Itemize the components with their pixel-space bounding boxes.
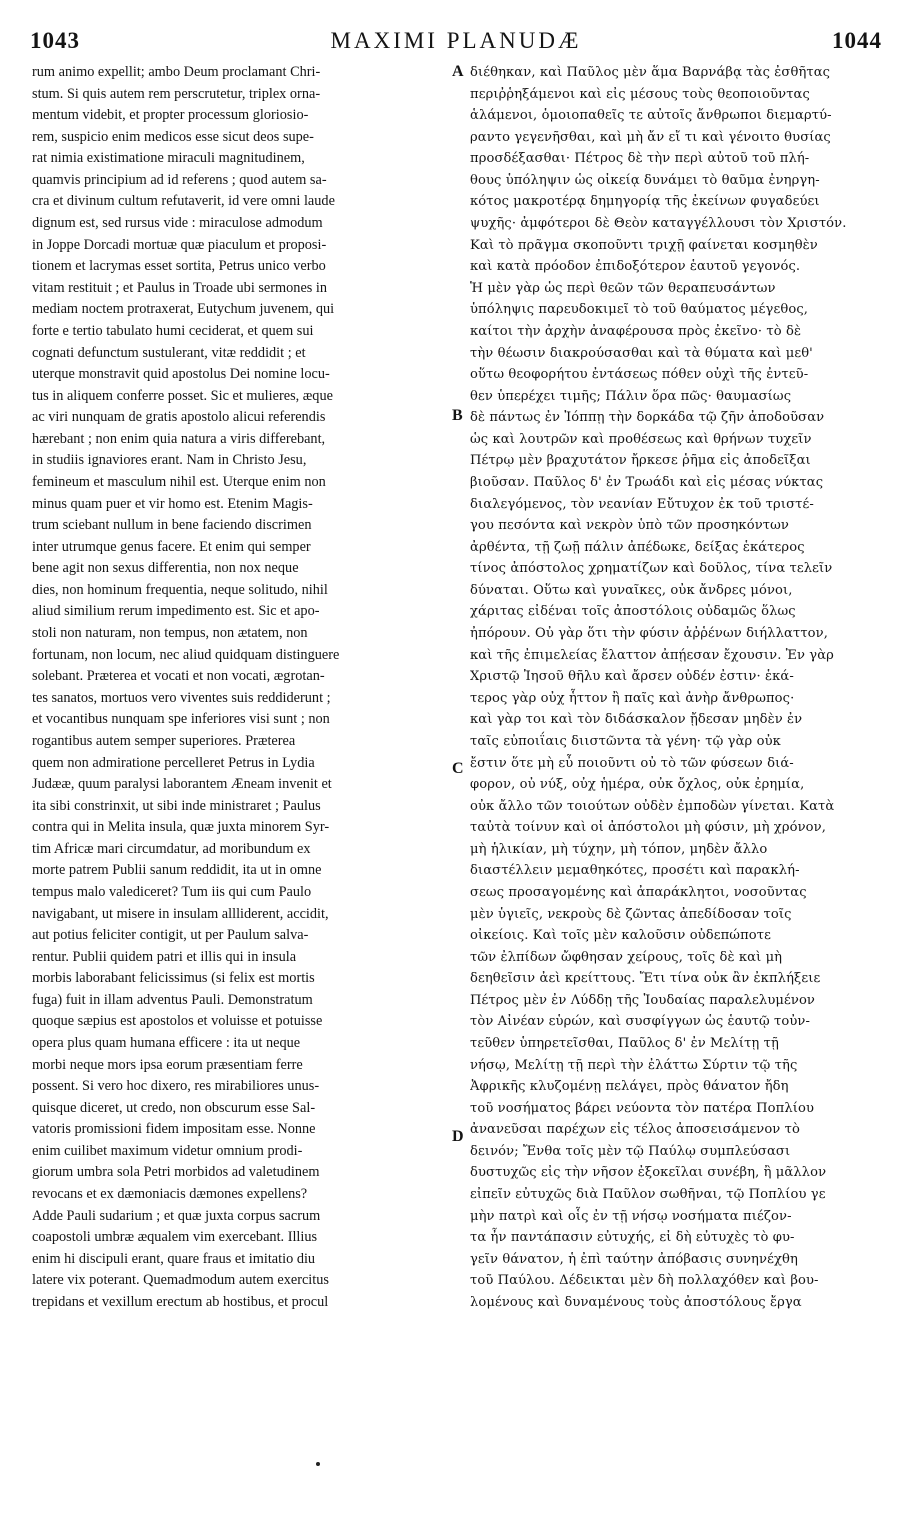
latin-text-line: latere vix poterant. Quemadmodum autem exercitus xyxy=(32,1272,329,1289)
latin-column xyxy=(32,62,448,1314)
greek-text-line: σεως προσαγομένης καὶ ἀπαράκλητοι, νοσοῦντας xyxy=(470,884,807,900)
latin-text-line: contra qui in Melita insula, quæ juxta minorem Syr- xyxy=(32,819,330,836)
latin-text-line: bene agit non sexus differentia, non nox neque xyxy=(32,560,299,577)
greek-text-line: δὲ πάντως ἐν Ἰόππῃ τὴν δορκάδα τῷ ζῆν ἀποδοῦσαν xyxy=(470,410,825,426)
latin-text-line: aliud similium rerum impedimento est. Sic et apo- xyxy=(32,603,320,620)
latin-text-line: revocans et ex dæmoniacis dæmones expellens? xyxy=(32,1186,308,1203)
latin-text-line: vatoris promissioni fidem impositam esse. Nonne xyxy=(32,1121,316,1138)
latin-text-line: trum sciebant nullum in bene faciendo discrimen xyxy=(32,517,312,534)
latin-text-line: tempus malo valediceret? Tum iis qui cum Paulo xyxy=(32,883,312,900)
greek-text-line: Χριστῷ Ἰησοῦ θῆλυ καὶ ἄρσεν οὐδέν ἐστιν· ἑκά- xyxy=(470,669,794,685)
latin-text-line: rum animo expellit; ambo Deum proclamant Chri- xyxy=(32,64,321,80)
running-header xyxy=(30,28,882,58)
greek-text-line: ἁλάμενοι, ὁμοιοπαθεῖς τε αὐτοῖς ἄνθρωποι διεμαρτύ- xyxy=(470,108,832,124)
greek-text-line: οὐκ ἄλλο τῶν τοιούτων οὐδὲν ἐμποδὼν γίνεται. Κατὰ xyxy=(470,798,835,814)
greek-text-line: ἀρθέντα, τῇ ζωῇ πάλιν ἀπέδωκε, δείξας ἑκάτερος xyxy=(470,539,805,555)
greek-text-line: τὸν Αἰνέαν εὑρών, καὶ συσφίγγων ὡς ἑαυτῷ τοὐν- xyxy=(470,1014,811,1030)
greek-text-line: ὑπόληψις παρευδοκιμεῖ τὸ τοῦ θαύματος μέγεθος, xyxy=(470,302,809,318)
latin-text-line: dies, non hominum frequentia, neque solitudo, nihil xyxy=(32,581,328,598)
greek-text-line: προσδέξασθαι· Πέτρος δὲ τὴν περὶ αὐτοῦ τοῦ πλή- xyxy=(470,151,810,167)
latin-text-line: quem non admiratione percelleret Petrus in Lydia xyxy=(32,754,315,771)
latin-text-line: rem, suspicio enim medicos esse sicut deos supe- xyxy=(32,128,314,145)
latin-text-line: hærebant ; non enim quia natura a viris differebant, xyxy=(32,430,326,447)
latin-text-line: morte patrem Publii sanum reddidit, ita ut in omne xyxy=(32,862,322,879)
greek-text-line: μὴν πατρὶ καὶ οἷς ἐν τῇ νήσῳ νοσήματα πιέζον- xyxy=(470,1208,792,1224)
greek-text-line: τεῦθεν ὑπηρετεῖσθαι, Παῦλος δ' ἐν Μελίτῃ τῇ xyxy=(470,1036,779,1052)
greek-text-line: ἀνανεῦσαι παρέχων εἰς τέλος ἀποσεισάμενον τὸ xyxy=(470,1122,800,1138)
greek-text-line: τῶν ἐλπίδων ὤφθησαν χείρους, τοῖς δὲ καὶ μὴ xyxy=(470,949,783,965)
running-title: MAXIMI PLANUDÆ xyxy=(330,28,582,53)
latin-text-line: trepidans et vexillum erectum ab hostibus, et procul xyxy=(32,1293,329,1310)
greek-text-line: τερος γὰρ οὐχ ἧττον ἢ παῖς καὶ ἀνὴρ ἄνθρωπος· xyxy=(470,690,795,706)
greek-text-line: ραντο γεγενῆσθαι, καὶ μὴ ἄν εἴ τι καὶ γένοιτο θυσίας xyxy=(470,129,831,145)
latin-text-line: forte e tertio tabulato humi ceciderat, et quem sui xyxy=(32,322,314,339)
greek-text-line: ἠπόρουν. Οὐ γὰρ ὅτι τὴν φύσιν ἀῤῥένων διήλλαττον, xyxy=(470,626,828,642)
latin-text-line: quisque diceret, ut credo, non obscurum esse Sal- xyxy=(32,1099,316,1116)
greek-text-line: λομένους καὶ δυναμένους τοὺς ἀποστόλους ἔργα xyxy=(470,1294,802,1310)
latin-text-line: tionem et lacrymas esset sortita, Petrus unico verbo xyxy=(32,258,326,275)
greek-text-line: δυστυχῶς εἰς τὴν νῆσον ἐξοκεῖλαι συνέβη, ἢ μᾶλλον xyxy=(470,1165,827,1181)
latin-text-line: femineum et masculum nihil est. Uterque enim non xyxy=(32,473,326,490)
latin-text-line: ita sibi constrinxit, ut sibi inde ministraret ; Paulus xyxy=(32,797,321,814)
latin-text-line: Adde Pauli sudarium ; et quæ juxta corpus sacrum xyxy=(32,1207,321,1224)
page-number-right: 1044 xyxy=(832,28,882,53)
latin-text-line: rat nimia existimatione miraculi magnitudinem, xyxy=(32,150,305,167)
latin-text-line: in Joppe Dorcadi mortuæ quæ piaculum et proposi- xyxy=(32,236,327,253)
greek-text-line: ὡς καὶ λουτρῶν καὶ προθέσεως καὶ θρήνων τυχεῖν xyxy=(470,431,812,447)
page-number-left: 1043 xyxy=(30,28,80,53)
greek-text-line: δύναται. Οὕτω καὶ γυναῖκες, οὐκ ἄνδρες μόνοι, xyxy=(470,582,793,598)
greek-text-line: ἔστιν ὅτε μὴ εὖ ποιοῦντι οὐ τὸ τῶν φύσεων διά- xyxy=(470,755,794,771)
latin-text-line: coapostoli umbræ æqualem vim exercebant. Illius xyxy=(32,1229,318,1246)
latin-text-line: tes sanatos, mortuos vero viventes suis reddiderunt ; xyxy=(32,689,331,706)
greek-text-line: καὶ τῆς ἐπιμελείας ἔλαττον ἀπῄεσαν ἔχουσιν. Ἐν γὰρ xyxy=(470,647,834,663)
greek-text-line: οὕτω θεοφορήτου ἐντάσεως πόθεν οὐχὶ τῆς ἐντεῦ- xyxy=(470,367,809,383)
greek-text-line: καὶ γὰρ τοι καὶ τὸν διδάσκαλον ᾔδεσαν μηδὲν ἐν xyxy=(470,712,803,728)
latin-text-line: uterque monstravit quid apostolus Dei nomine locu- xyxy=(32,366,330,383)
latin-text-line: et vocantibus nunquam spe inferiores visi sunt ; non xyxy=(32,711,330,728)
latin-text-line: dignum est, sed rursus vide : miraculose admodum xyxy=(32,215,323,232)
section-marker-b: B xyxy=(452,407,463,424)
greek-text-line: καὶ κατὰ πρόοδον ἐπιδοξότερον ἑαυτοῦ γεγονός. xyxy=(470,259,801,275)
latin-text-line: tus in aliquem conferre posset. Sic et mulieres, æque xyxy=(32,387,333,404)
greek-text-line: περιῤῥηξάμενοι καὶ εἰς μέσους τοὺς θεοποιοῦντας xyxy=(470,86,810,102)
latin-text-line: minus quam puer et vir homo est. Etenim Magis- xyxy=(32,495,313,512)
latin-text-line: giorum umbra sola Petri morbidos ad valetudinem xyxy=(32,1164,320,1181)
latin-text-line: vitam restituit ; et Paulus in Troade ubi sermones in xyxy=(32,279,328,296)
latin-text-line: stoli non naturam, non tempus, non ætatem, non xyxy=(32,625,308,642)
greek-text-line: θους ὑπόληψιν ὡς οἰκείᾳ δυνάμει τὸ θαῦμα ἐνηργη- xyxy=(470,172,820,188)
greek-text-line: Καὶ τὸ πρᾶγμα σκοποῦντι τριχῇ φαίνεται κοσμηθὲν xyxy=(470,237,818,253)
greek-text-line: χάριτας εἰδέναι τοῖς ἀποστόλοις οὐδαμῶς ὅλως xyxy=(470,604,796,620)
greek-text-line: δεηθεῖσιν ἀεὶ κρείττους. Ἔτι τίνα οὐκ ἂν ἐκπλήξειε xyxy=(470,971,821,987)
latin-text-line: tim Africæ mari circumdatur, ad moribundum ex xyxy=(32,840,311,857)
stray-mark xyxy=(316,1462,320,1466)
greek-text-line: οἰκείοις. Καὶ τοῖς μὲν καλοῦσιν οὐδεπώποτε xyxy=(470,928,771,944)
greek-text-line: τὴν θέωσιν διακρούσασθαι καὶ τὰ θύματα καὶ μεθ' xyxy=(470,345,813,361)
latin-text-line: mentum videbit, et propter processum gloriosio- xyxy=(32,107,309,124)
latin-text-line: morbis laborabant felicissimus (si felix est mortis xyxy=(32,970,315,987)
greek-text-line: φορον, οὐ νύξ, οὐχ ἡμέρα, οὐκ ὄχλος, οὐκ ἐρημία, xyxy=(470,777,805,793)
section-marker-c: C xyxy=(452,760,464,777)
latin-text-line: morbi neque mors ipsa eorum præsentiam ferre xyxy=(32,1056,303,1073)
greek-text-line: διαστέλλειν μεμαθηκότες, προσέτι καὶ παρακλή- xyxy=(470,863,800,879)
latin-text-line: enim hi discipuli erant, quare fraus et imitatio diu xyxy=(32,1250,316,1267)
greek-text-line: ψυχῆς· ἀμφότεροι δὲ Θεὸν καταγγέλλουσι τὸν Χριστόν. xyxy=(470,216,847,232)
latin-text-line: mediam noctem protraxerat, Eutychum juvenem, qui xyxy=(32,301,335,318)
greek-text-line: γεῖν θάνατον, ἡ ἐπὶ ταύτην ἀπόβασις συνηνέχθη xyxy=(470,1251,798,1267)
greek-text-line: εἰπεῖν εὐτυχῶς διὰ Παῦλον σωθῆναι, τῷ Ποπλίου γε xyxy=(470,1187,826,1203)
latin-text-line: in studiis ignaviores erant. Nam in Christo Jesu, xyxy=(32,452,307,469)
latin-text-line: cognati defunctum sustulerant, vitæ reddidit ; et xyxy=(32,344,306,361)
latin-text-line: opera plus quam humana efficere : ita ut neque xyxy=(32,1035,301,1052)
latin-text-line: fuga) fuit in illam adventus Pauli. Demonstratum xyxy=(32,991,313,1008)
latin-text-line: quamvis principium ad id referens ; quod autem sa- xyxy=(32,171,327,188)
greek-text-line: τα ἦν παντάπασιν εὐτυχής, εἰ δὴ εὐτυχὲς τὸ φυ- xyxy=(470,1230,795,1246)
greek-text-line: δεινόν; Ἔνθα τοῖς μὲν τῷ Παύλῳ συμπλεύσασι xyxy=(470,1143,791,1159)
latin-text-line: cra et divinum cultum refutaverit, id vere omni laude xyxy=(32,193,335,210)
greek-text-line: νήσῳ, Μελίτῃ τῇ περὶ τὴν ἐλάττω Σύρτιν τῷ τῆς xyxy=(470,1057,798,1073)
greek-text-line: βιοῦσαν. Παῦλος δ' ἐν Τρωάδι καὶ εἰς μέσας νύκτας xyxy=(470,474,824,490)
greek-text-line: Πέτρος μὲν ἐν Λύδδῃ τῆς Ἰουδαίας παραλελυμένον xyxy=(470,992,815,1008)
greek-text-line: τίνος ἀπόστολος χρηματίζων καὶ δοῦλος, τίνα τελεῖν xyxy=(470,561,833,577)
greek-text-line: μὴ ἡλικίαν, μὴ τύχην, μὴ τόπον, μηδὲν ἄλλο xyxy=(470,841,768,857)
latin-text-line: enim cuilibet maximum videtur omnium prodi- xyxy=(32,1142,303,1159)
section-marker-a: A xyxy=(452,63,464,80)
latin-text-line: possent. Si vero hoc dixero, res mirabiliores unus- xyxy=(32,1078,320,1095)
greek-text-line: διαλεγόμενος, τὸν νεανίαν Εὔτυχον ἐκ τοῦ τριστέ- xyxy=(470,496,814,512)
latin-text-line: ac viri nunquam de gratis apostolo alicui referendis xyxy=(32,409,326,426)
greek-text-line: διέθηκαν, καὶ Παῦλος μὲν ἅμα Βαρνάβᾳ τὰς ἐσθῆτας xyxy=(470,65,831,80)
greek-text-line: μὲν ὑγιεῖς, νεκροὺς δὲ ζῶντας ἀπεδίδοσαν τοῖς xyxy=(470,906,792,922)
greek-text-line: Ἀφρικῆς κλυζομένῃ πελάγει, πρὸς θάνατον ἤδη xyxy=(470,1079,789,1095)
latin-text-line: stum. Si quis autem rem perscrutetur, triplex orna- xyxy=(32,85,321,102)
latin-text-line: solebant. Præterea et vocati et non vocati, ægrotan- xyxy=(32,668,325,685)
greek-text-line: ταὐτὰ τοίνυν καὶ οἱ ἀπόστολοι μὴ φύσιν, μὴ χρόνον, xyxy=(470,820,826,836)
greek-text-line: Ἡ μὲν γὰρ ὡς περὶ θεῶν τῶν θεραπευσάντων xyxy=(470,280,776,296)
latin-text-line: quoque sæpius est apostolos et voluisse et potuisse xyxy=(32,1013,323,1030)
greek-text-line: ταῖς εὐποιΐαις διιστῶντα τὰ γένη· τῷ γὰρ οὐκ xyxy=(470,733,781,749)
greek-text-line: καίτοι τὴν ἀρχὴν ἀναφέρουσα πρὸς ἐκεῖνο· τὸ δὲ xyxy=(470,323,802,339)
greek-column xyxy=(470,62,880,1314)
greek-text-line: θεν ὑπερέχει τιμῆς; Πάλιν ὅρα πῶς· θαυμασίως xyxy=(470,388,792,404)
latin-text-line: rentur. Publii quidem patri et illis qui in insula xyxy=(32,948,297,965)
greek-text-line: Πέτρῳ μὲν βραχυτάτον ἤρκεσε ῥῆμα εἰς ἀποδεῖξαι xyxy=(470,453,811,469)
latin-text-line: Judææ, quum paralysi laborantem Æneam invenit et xyxy=(32,776,332,793)
latin-text-line: aut potius feliciter contigit, ut per Paulum salva- xyxy=(32,927,309,944)
greek-text-line: τοῦ νοσήματος βάρει νεύοντα τὸν πατέρα Ποπλίου xyxy=(470,1100,815,1116)
latin-text-line: rogantibus autem semper superiores. Præterea xyxy=(32,732,296,749)
latin-text-line: navigabant, ut misere in insulam allliderent, accidit, xyxy=(32,905,329,922)
greek-text-line: γου πεσόντα καὶ νεκρὸν ὑπὸ τῶν προσηκόντων xyxy=(470,518,789,534)
latin-text-line: inter utrumque genus facere. Et enim qui semper xyxy=(32,538,311,555)
latin-text-line: fortunam, non locum, nec aliud quidquam distinguere xyxy=(32,646,340,663)
greek-text-line: κότος μακροτέρᾳ δημηγορίᾳ τῆς ἐκείνων φυγαδεύει xyxy=(470,194,820,210)
section-marker-d: D xyxy=(452,1128,464,1145)
greek-text-line: τοῦ Παύλου. Δέδεικται μὲν δὴ πολλαχόθεν καὶ βου- xyxy=(470,1273,819,1289)
